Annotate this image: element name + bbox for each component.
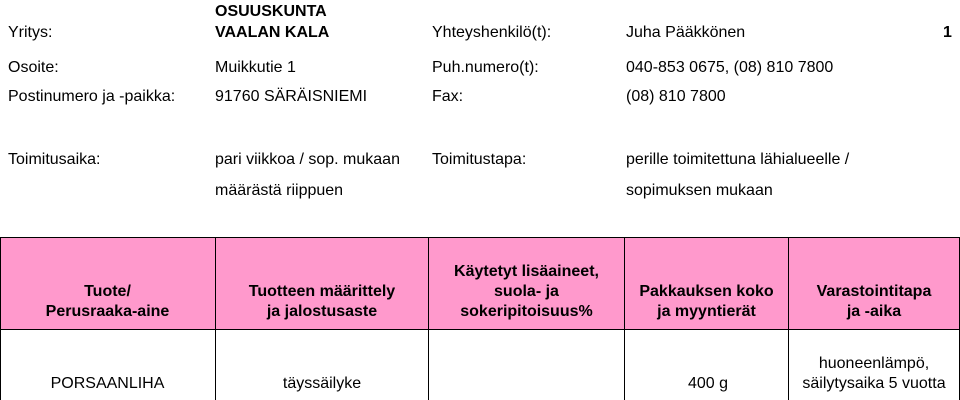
row-storage-line2: säilytysaika 5 vuotta: [802, 375, 946, 392]
company-name-line2: VAALAN KALA: [215, 24, 330, 41]
header-text: Tuotteen määrittely: [248, 283, 396, 300]
header-cell-storage: [789, 238, 959, 322]
address-label: Osoite:: [8, 59, 59, 76]
header-text: Käytetyt lisäaineet,: [454, 263, 599, 280]
column-divider: [788, 237, 789, 400]
column-divider: [215, 237, 216, 400]
table-top-border: [0, 237, 960, 238]
column-divider: [624, 237, 625, 400]
postal-value: 91760 SÄRÄISNIEMI: [215, 88, 368, 105]
delivery-method-line1: perille toimitettuna lähialueelle /: [626, 151, 850, 168]
header-text: Perusraaka-aine: [45, 303, 170, 320]
contact-label: Yhteyshenkilö(t):: [432, 24, 552, 41]
contact-value: Juha Pääkkönen: [626, 24, 746, 41]
header-text: ja myyntierät: [657, 303, 756, 320]
phone-value: 040-853 0675, (08) 810 7800: [626, 59, 834, 76]
row-definition: [216, 330, 428, 394]
delivery-time-label: Toimitusaika:: [8, 151, 101, 168]
delivery-method-label: Toimitustapa:: [432, 151, 527, 168]
row-product-text: PORSAANLIHA: [50, 375, 165, 392]
header-cell-definition: [216, 238, 428, 322]
delivery-method-line2: sopimuksen mukaan: [626, 182, 773, 199]
header-cell-product: [0, 238, 215, 322]
row-storage-line1: huoneenlämpö,: [818, 355, 930, 372]
header-text: suola- ja: [494, 283, 559, 300]
header-cell-package: [625, 238, 788, 322]
row-package: [625, 330, 788, 394]
header-text: sokeripitoisuus%: [460, 303, 593, 320]
company-label: Yritys:: [8, 24, 53, 41]
phone-label: Puh.numero(t):: [432, 59, 539, 76]
header-text: ja jalostusaste: [266, 303, 378, 320]
header-text: Pakkauksen koko: [639, 283, 774, 300]
column-divider: [428, 237, 429, 400]
page-number: 1: [943, 24, 952, 41]
row-storage: [789, 330, 959, 394]
column-divider: [0, 237, 1, 400]
row-product: [0, 330, 215, 394]
delivery-time-line1: pari viikkoa / sop. mukaan: [215, 151, 400, 168]
fax-label: Fax:: [432, 88, 464, 105]
header-text: ja -aika: [846, 303, 902, 320]
delivery-time-line2: määrästä riippuen: [215, 182, 344, 199]
header-text: Tuote/: [84, 283, 131, 300]
fax-value: (08) 810 7800: [626, 88, 726, 105]
row-package-text: 400 g: [687, 375, 728, 392]
address-value: Muikkutie 1: [215, 59, 296, 76]
header-text: Varastointitapa: [816, 283, 932, 300]
header-cell-additives: [429, 238, 624, 322]
row-additives: [429, 330, 624, 394]
row-definition-text: täyssäilyke: [282, 375, 362, 392]
table-header-bottom-border: [0, 329, 960, 330]
company-name-line1: OSUUSKUNTA: [215, 3, 327, 20]
postal-label: Postinumero ja -paikka:: [8, 88, 176, 105]
